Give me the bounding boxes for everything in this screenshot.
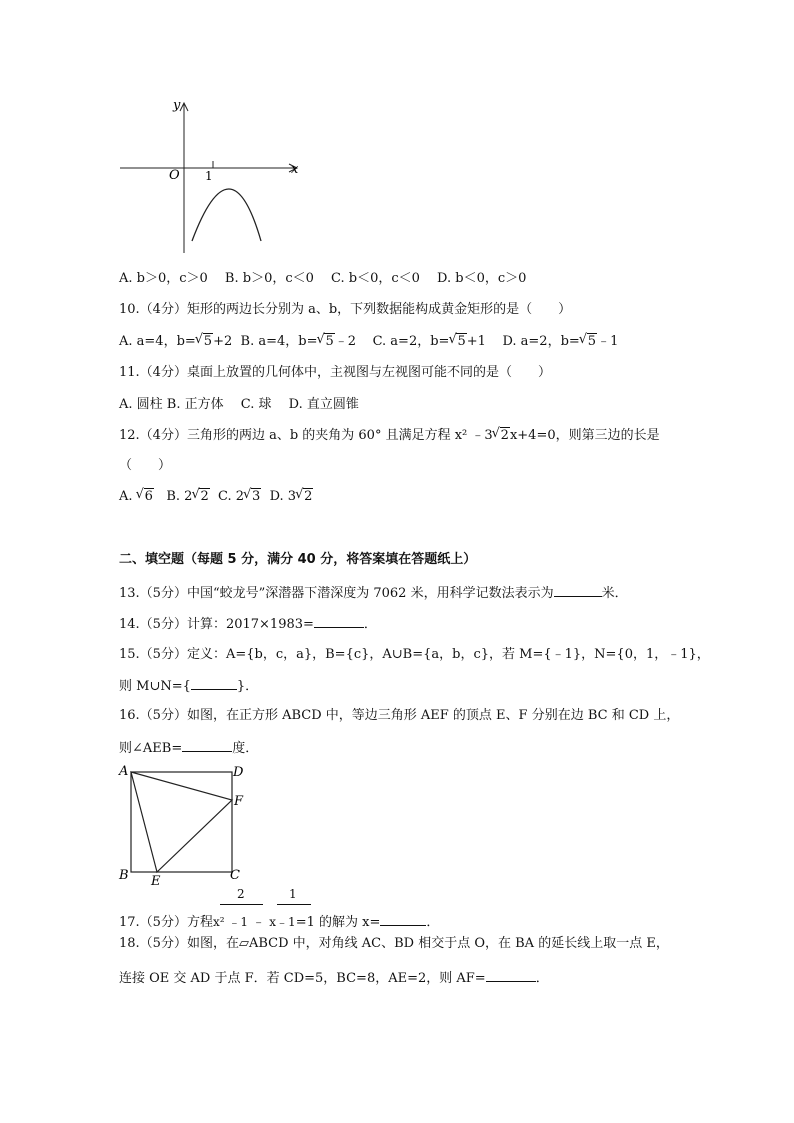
label-e: E [151, 874, 161, 889]
q11-options: A. 圆柱 B. 正方体 C. 球 D. 直立圆锥 [119, 397, 359, 412]
y-axis-label: y [173, 98, 181, 113]
q17-frac2-bar [277, 904, 311, 905]
q16-line1: 16.（5分）如图，在正方形 ABCD 中，等边三角形 AEF 的顶点 E、F 分别在边 BC 和 CD 上， [119, 708, 680, 723]
label-a: A [119, 764, 129, 779]
q10-options [119, 333, 618, 351]
q12-option-d: D. 3√ 2 [270, 489, 314, 504]
square-figure [115, 760, 255, 890]
q12-option-c: C. 2√ 3 [218, 489, 261, 504]
q14: 14.（5分）计算：2017×1983= ． [119, 614, 377, 634]
q18-line1: 18.（5分）如图，在▱ABCD 中，对角线 AC、BD 相交于点 O，在 BA 的延长线上取一点 E， [119, 936, 669, 951]
triangle-aef [131, 772, 232, 872]
q12-options [119, 488, 313, 506]
q10-option-c: C. a=2，b=√ 5+1 [373, 334, 486, 349]
q12-option-b: B. 2√ 2 [166, 489, 209, 504]
q12-option-a: A. √ 6 [119, 489, 154, 504]
label-f: F [234, 794, 244, 809]
q10-option-d: D. a=2，b=√ 5﹣1 [502, 334, 618, 349]
q17-frac1-bar [220, 904, 263, 905]
q10-option-a: A. a=4，b=√ 5+2 [119, 334, 232, 349]
q13-answer-blank[interactable] [554, 583, 602, 597]
q15-line1: 15.（5分）定义：A={b，c，a}，B={c}，A∪B={a，b，c}，若 M={﹣1}，N={0，1，﹣1}， [119, 647, 710, 662]
q17-frac2-num: 1 [289, 887, 297, 901]
section-2-heading: 二、填空题（每题 5 分，满分 40 分，将答案填在答题纸上） [119, 552, 477, 567]
label-d: D [233, 765, 244, 780]
q16-line2: 则∠AEB= 度． [119, 738, 258, 758]
q12-paren: （ ） [119, 458, 172, 473]
q14-answer-blank[interactable] [314, 614, 364, 628]
square-abcd [131, 772, 232, 872]
q10-option-b: B. a=4，b=√ 5﹣2 [241, 334, 357, 349]
q13: 13.（5分）中国“蛟龙号”深潜器下潜深度为 7062 米，用科学记数法表示为 米． [119, 583, 628, 603]
q17-frac1-num: 2 [237, 887, 245, 901]
parabola-curve [192, 189, 261, 241]
q12-stem: 12.（4分）三角形的两边 a、b 的夹角为 60° 且满足方程 x² ﹣3√ 2x+4=0，则第三边的长是 [119, 427, 660, 445]
q17-frac1-den: x² ﹣1 [212, 915, 248, 929]
origin-label: O [169, 168, 180, 183]
q16-answer-blank[interactable] [182, 738, 232, 752]
q15-line2: 则 M∪N={ }． [119, 676, 258, 696]
tick-label-1: 1 [205, 169, 213, 183]
q17-frac2-den: x﹣1 [269, 915, 296, 929]
q18-answer-blank[interactable] [486, 968, 536, 982]
q11-stem: 11.（4分）桌面上放置的几何体中，主视图与左视图可能不同的是（ ） [119, 365, 551, 380]
parabola-graph [115, 95, 305, 260]
label-c: C [230, 868, 240, 883]
label-b: B [119, 868, 129, 883]
q15-answer-blank[interactable] [191, 676, 237, 690]
q18-line2: 连接 OE 交 AD 于点 F．若 CD=5，BC=8，AE=2，则 AF= ． [119, 968, 549, 988]
q17-answer-blank[interactable] [380, 912, 426, 926]
x-axis-label: x [291, 162, 299, 177]
q10-stem: 10.（4分）矩形的两边长分别为 a、b，下列数据能构成黄金矩形的是（ ） [119, 302, 572, 317]
q9-options: A. b＞0，c＞0 B. b＞0，c＜0 C. b＜0，c＜0 D. b＜0，c＞0 [119, 271, 527, 286]
